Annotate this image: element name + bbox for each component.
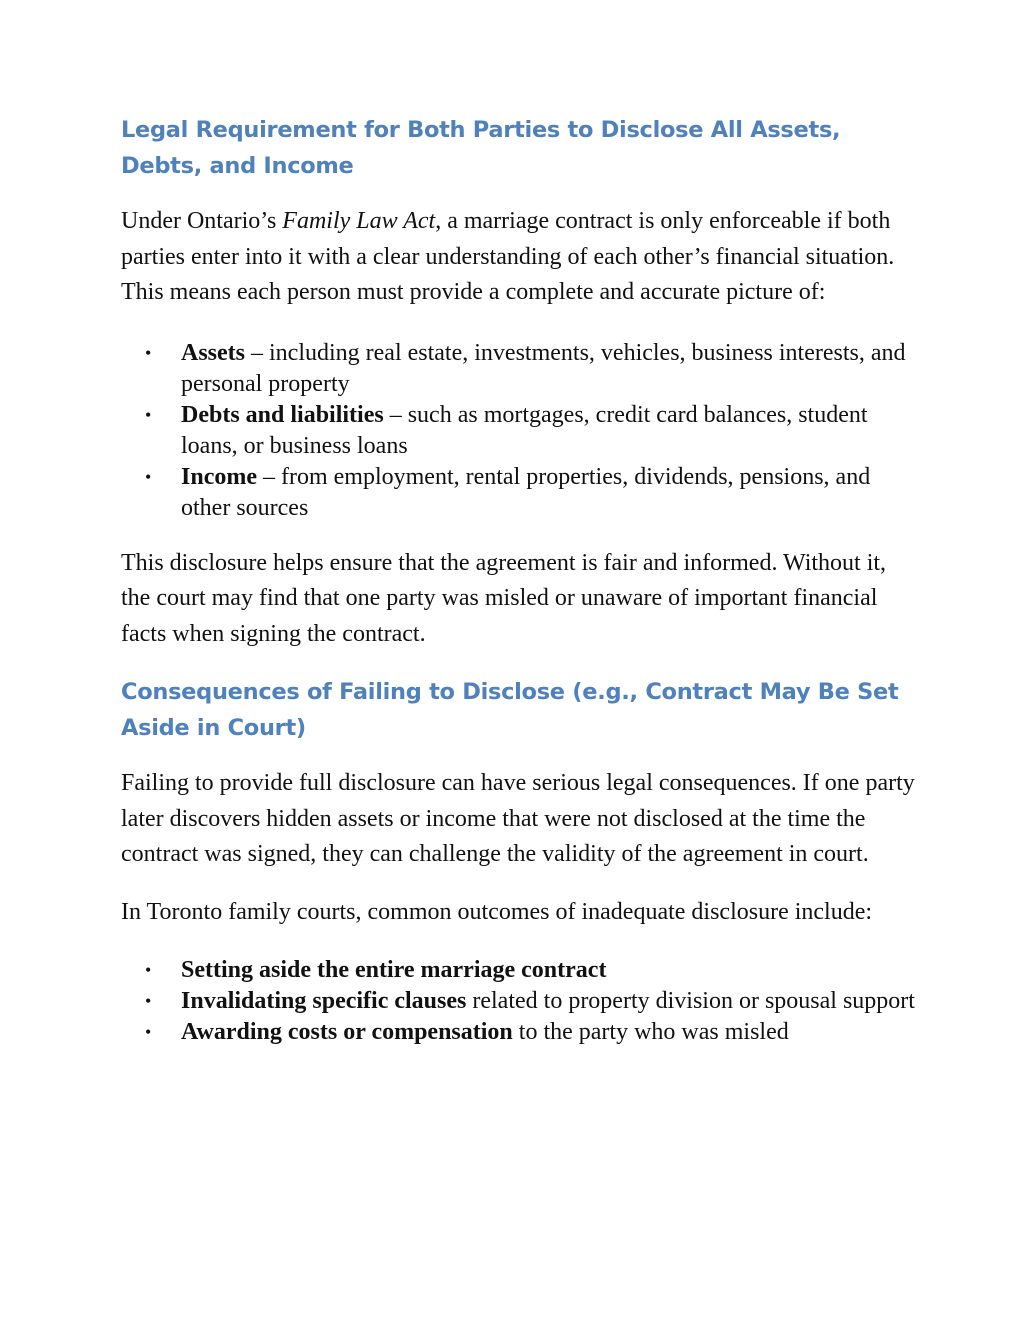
bullet-icon: • bbox=[145, 342, 152, 363]
bullet-icon: • bbox=[145, 1022, 152, 1042]
list-item-text: to the party who was misled bbox=[512, 1019, 789, 1045]
list-item bbox=[121, 986, 921, 1017]
list-item bbox=[121, 400, 921, 462]
list-item bbox=[121, 955, 921, 986]
consequences-paragraph: Failing to provide full disclosure can have serious legal consequences. If one party later discovers hidden assets or income that were not disclosed at the time the contract was signed, they can challenge the validity of the agreement in court. bbox=[121, 770, 915, 867]
bullet-icon: • bbox=[145, 466, 152, 487]
document-page bbox=[121, 112, 921, 1048]
section-heading-disclosure-requirement: Legal Requirement for Both Parties to Disclose All Assets, Debts, and Income bbox=[121, 117, 841, 179]
list-item-term: Assets bbox=[181, 339, 245, 366]
list-item-text: – from employment, rental properties, dividends, pensions, and other sources bbox=[181, 463, 871, 521]
intro-text-start: Under Ontario’s bbox=[121, 208, 283, 234]
act-title: Family Law Act bbox=[282, 208, 436, 234]
outcomes-intro-paragraph: In Toronto family courts, common outcomes of inadequate disclosure include: bbox=[121, 898, 873, 925]
outcomes-list bbox=[121, 955, 921, 1048]
disclosure-items-list bbox=[121, 338, 921, 524]
list-item-text: – such as mortgages, credit card balances, student loans, or business loans bbox=[181, 401, 868, 459]
list-item-term: Setting aside the entire marriage contract bbox=[181, 957, 607, 983]
bullet-icon: • bbox=[145, 404, 152, 425]
list-item-term: Awarding costs or compensation bbox=[181, 1019, 513, 1045]
list-item-term: Income bbox=[181, 463, 257, 490]
intro-paragraph bbox=[121, 204, 921, 311]
list-item bbox=[121, 338, 921, 400]
section-heading-consequences: Consequences of Failing to Disclose (e.g., Contract May Be Set Aside in Court) bbox=[121, 679, 899, 741]
bullet-icon: • bbox=[145, 960, 152, 980]
bullet-icon: • bbox=[145, 991, 152, 1011]
intro-text-end: , a marriage contract is only enforceable if both parties enter into it with a clear understanding of each other’s financial situation. This means each person must provide a complete and accurate picture of: bbox=[121, 208, 895, 305]
list-item-term: Invalidating specific clauses bbox=[181, 988, 467, 1014]
list-item-term: Debts and liabilities bbox=[181, 401, 384, 428]
list-item-text: related to property division or spousal support bbox=[466, 988, 915, 1014]
closing-paragraph: This disclosure helps ensure that the agreement is fair and informed. Without it, the court may find that one party was misled or unaware of important financial facts when signing the contract. bbox=[121, 549, 887, 647]
list-item bbox=[121, 462, 921, 524]
list-item-text: – including real estate, investments, vehicles, business interests, and personal property bbox=[181, 339, 906, 397]
list-item bbox=[121, 1017, 921, 1048]
